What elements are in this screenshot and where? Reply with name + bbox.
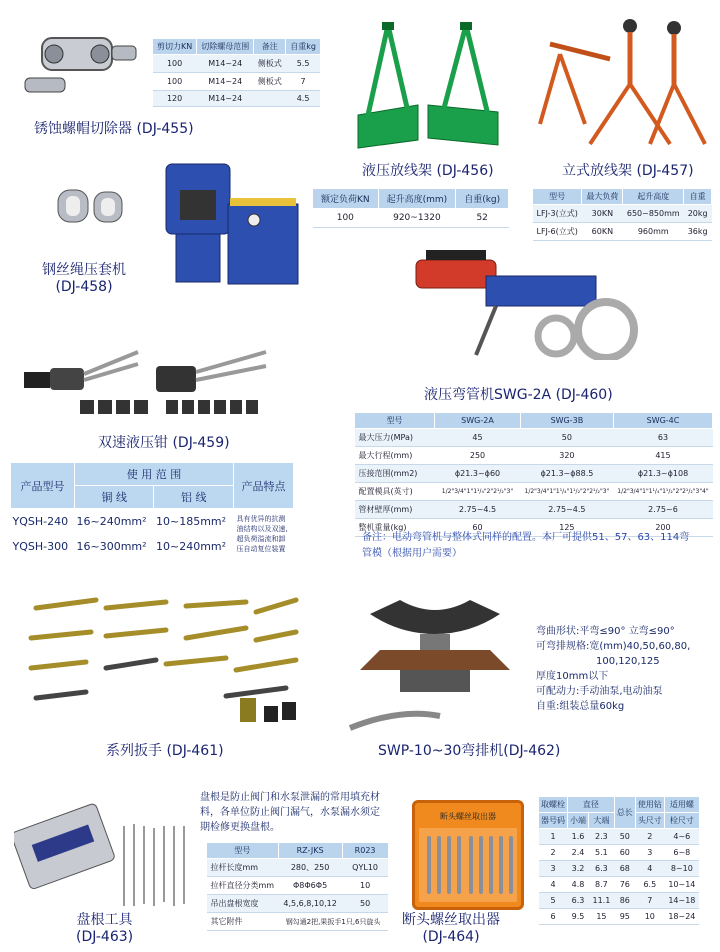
dj457-title: 立式放线架 (DJ-457)	[562, 163, 694, 179]
cell: 吊出盘根宽度	[207, 895, 279, 913]
dj464-header-len: 总长	[614, 797, 635, 829]
cell: 60	[614, 845, 635, 861]
cell: 1/2"3/4"1"1¹/₄"2"2¹/₂"3"	[435, 483, 521, 501]
dj464-header-use2: 头尺寸	[635, 813, 664, 829]
cell: 200	[613, 519, 712, 537]
cell: 2.75~6	[613, 501, 712, 519]
cell: ϕ21.3~ϕ108	[613, 465, 712, 483]
cell: 4,5,6,8,10,12	[278, 895, 342, 913]
pipe-bender-photo	[406, 240, 646, 360]
cell: 36kg	[684, 223, 712, 241]
cell: 管材壁厚(mm)	[355, 501, 435, 519]
cell: 63	[613, 429, 712, 447]
cell: 2.75~4.5	[521, 501, 614, 519]
cell: 50	[614, 829, 635, 845]
cell: 60KN	[582, 223, 623, 241]
cell: 95	[614, 909, 635, 925]
cell: 9.5	[568, 909, 589, 925]
cell: 最大压力(MPa)	[355, 429, 435, 447]
cell: 18~24	[664, 909, 699, 925]
dj458-title-line1: 钢丝绳压套机	[42, 262, 126, 278]
dj460-header: SWG-3B	[521, 413, 614, 429]
cell: 5.1	[589, 845, 615, 861]
dj457-header: 最大负荷	[582, 189, 623, 205]
cell: Φ8Φ6Φ5	[278, 877, 342, 895]
dj463-title-line2: (DJ-463)	[76, 929, 134, 945]
dj463-header: RZ-JKS	[278, 843, 342, 859]
packing-tool-photo	[14, 796, 194, 914]
dj462-spec: 可配动力:手动油泵,电动油泵	[536, 686, 663, 697]
cell: 100	[153, 55, 197, 73]
cell: 4.5	[286, 91, 321, 107]
cell: 压接范围(mm2)	[355, 465, 435, 483]
dj462-spec: 自重:组装总量60kg	[536, 701, 625, 712]
cell: 2	[539, 845, 568, 861]
dj464-header-no2: 器号码	[539, 813, 568, 829]
cell: 120	[153, 91, 197, 107]
cell: 8~10	[664, 861, 699, 877]
dj460-header: SWG-4C	[613, 413, 712, 429]
cell: 2.75~4.5	[435, 501, 521, 519]
cell: 1.6	[568, 829, 589, 845]
cell: 2	[635, 829, 664, 845]
cell: 6	[539, 909, 568, 925]
cell: YQSH-300	[12, 540, 69, 553]
dj462-spec: 弯曲形状:平弯≤90° 立弯≤90°	[536, 626, 675, 637]
dj464-header-use: 使用钻	[635, 797, 664, 813]
cell: 2.3	[589, 829, 615, 845]
dj462-spec: 100,120,125	[596, 656, 660, 667]
cell: 250	[435, 447, 521, 465]
cell: 16~240mm²	[76, 515, 147, 528]
cell: 3.2	[568, 861, 589, 877]
cell: QYL10	[342, 859, 388, 877]
dj464-title-line2: (DJ-464)	[422, 929, 480, 945]
dj457-header: 起升高度	[623, 189, 684, 205]
cell: 100	[153, 73, 197, 91]
cell: 4	[635, 861, 664, 877]
dj464-header-small: 小端	[568, 813, 589, 829]
dj458-title	[42, 262, 126, 296]
cell: 10~240mm²	[155, 540, 227, 553]
cell: 52	[456, 209, 509, 228]
dj455-header: 剪切力KN	[153, 39, 197, 55]
cell: LFJ-6(立式)	[533, 223, 582, 241]
dj455-header: 自重kg	[286, 39, 321, 55]
sleeve-photo	[56, 186, 126, 226]
yqsh-feature: 具有优异的抗测油结构以及双速,超负荷溢流和卸压自动复位装置	[236, 515, 288, 553]
cell: 拉杆直径分类mm	[207, 877, 279, 895]
cell: 10~185mm²	[155, 515, 227, 528]
cell: 125	[521, 519, 614, 537]
cell: 14~18	[664, 893, 699, 909]
dj460-table	[354, 412, 713, 537]
dj459-title: 双速液压钳 (DJ-459)	[98, 435, 230, 451]
hydraulic-pliers-photo	[16, 344, 276, 424]
yqsh-header-model: 产品型号	[11, 463, 75, 509]
dj460-title: 液压弯管机SWG-2A (DJ-460)	[424, 387, 613, 403]
cell: 960mm	[623, 223, 684, 241]
dj464-table	[538, 796, 700, 925]
cell: 50	[521, 429, 614, 447]
dj461-title: 系列扳手 (DJ-461)	[106, 743, 224, 759]
cell: 50	[342, 895, 388, 913]
cell	[254, 91, 286, 107]
cell: 650~850mm	[623, 205, 684, 223]
cutter-photo	[20, 18, 140, 103]
dj463-title	[76, 912, 133, 946]
cell: 10	[342, 877, 388, 895]
dj460-header: SWG-2A	[435, 413, 521, 429]
cell: M14~24	[197, 91, 254, 107]
dj462-spec: 可弯排规格:宽(mm)40,50,60,80,	[536, 641, 691, 652]
cell: M14~24	[197, 73, 254, 91]
cell: 5.5	[286, 55, 321, 73]
dj464-title-line1: 断头螺丝取出器	[402, 912, 500, 928]
dj456-table	[312, 188, 509, 228]
dj464-header-fit: 适用螺	[664, 797, 699, 813]
cell: 8.7	[589, 877, 615, 893]
wire-rope-press-photo	[158, 160, 308, 300]
dj464-header-no: 取螺栓	[539, 797, 568, 813]
dj455-table	[152, 38, 321, 107]
cell: 1	[539, 829, 568, 845]
dj460-header: 型号	[355, 413, 435, 429]
screw-extractor-box-photo	[412, 800, 524, 910]
dj462-spec: 厚度10mm以下	[536, 671, 609, 682]
cell: 60	[435, 519, 521, 537]
cell: 配置模具(英寸)	[355, 483, 435, 501]
cell: M14~24	[197, 55, 254, 73]
yqsh-header-cu: 铜 线	[74, 486, 154, 509]
cell: 86	[614, 893, 635, 909]
cell: 2.4	[568, 845, 589, 861]
cell: 4~6	[664, 829, 699, 845]
dj462-title: SWP-10~30弯排机(DJ-462)	[378, 743, 561, 759]
cell: 68	[614, 861, 635, 877]
yqsh-header-al: 铝 线	[154, 486, 234, 509]
dj464-box-label: 断头螺丝取出器	[440, 812, 496, 821]
dj457-header: 自重	[684, 189, 712, 205]
cell: 6.5	[635, 877, 664, 893]
dj456-header: 起升高度(mm)	[378, 189, 456, 209]
cell: 6~8	[664, 845, 699, 861]
cell: 415	[613, 447, 712, 465]
cell: 280、250	[278, 859, 342, 877]
cell: 100	[313, 209, 379, 228]
yqsh-header-range: 使 用 范 围	[74, 463, 233, 486]
cell: 30KN	[582, 205, 623, 223]
cell: 侧板式	[254, 55, 286, 73]
dj456-header: 额定负荷KN	[313, 189, 379, 209]
cell: 4.8	[568, 877, 589, 893]
dj464-header-big: 大端	[589, 813, 615, 829]
cell: 3	[539, 861, 568, 877]
cell: 整机重量(kg)	[355, 519, 435, 537]
dj456-title: 液压放线架 (DJ-456)	[362, 163, 494, 179]
vertical-payoff-stand-photo	[530, 14, 710, 152]
cell: 10	[635, 909, 664, 925]
cell: 45	[435, 429, 521, 447]
cell: 320	[521, 447, 614, 465]
dj456-header: 自重(kg)	[456, 189, 509, 209]
cell: 7	[286, 73, 321, 91]
dj463-header: R023	[342, 843, 388, 859]
cell: LFJ-3(立式)	[533, 205, 582, 223]
cell: 拉杆长度mm	[207, 859, 279, 877]
dj455-header: 切除螺母范围	[197, 39, 254, 55]
dj464-title	[402, 912, 500, 946]
hydraulic-payoff-stand-photo	[348, 20, 508, 150]
cell: YQSH-240	[12, 515, 69, 528]
cell: 16~300mm²	[76, 540, 147, 553]
dj462-specs	[536, 624, 690, 714]
cell: 侧板式	[254, 73, 286, 91]
dj463-header: 型号	[207, 843, 279, 859]
cell: 11.1	[589, 893, 615, 909]
cell: 920~1320	[378, 209, 456, 228]
dj460-note: 备注：电动弯管机与整体式同样的配置。本厂可提供51、57、63、114弯管模（根据用户需要）	[362, 532, 690, 559]
dj457-table	[532, 188, 712, 241]
cell: 10~14	[664, 877, 699, 893]
yqsh-header-feature: 产品特点	[234, 463, 294, 509]
cell: 1/2"3/4"1"1¹/₄"1¹/₂"2"2¹/₂"3"	[521, 483, 614, 501]
cell: ϕ21.3~ϕ88.5	[521, 465, 614, 483]
yqsh-table	[10, 462, 294, 559]
cell: ϕ21.3~ϕ60	[435, 465, 521, 483]
dj455-title: 锈蚀螺帽切除器 (DJ-455)	[34, 121, 194, 137]
dj463-table	[206, 842, 389, 931]
dj458-title-line2: (DJ-458)	[55, 279, 113, 295]
cell: 76	[614, 877, 635, 893]
dj455-header: 备注	[254, 39, 286, 55]
cell: 4	[539, 877, 568, 893]
busbar-bender-photo	[340, 590, 530, 740]
dj464-header-fit2: 栓尺寸	[664, 813, 699, 829]
dj457-header: 型号	[533, 189, 582, 205]
cell: 7	[635, 893, 664, 909]
dj464-header-dia: 直径	[568, 797, 615, 813]
cell: 1/2"3/4"1"1¹/₄"1¹/₂"2"2¹/₂"3"4"	[613, 483, 712, 501]
cell: 6.3	[589, 861, 615, 877]
dj463-title-line1: 盘根工具	[76, 912, 133, 928]
cell: 3	[635, 845, 664, 861]
cell: 6.3	[568, 893, 589, 909]
cell: 20kg	[684, 205, 712, 223]
cell: 最大行程(mm)	[355, 447, 435, 465]
cell: 钢勾通2把,果扳手1只,6只旋头	[278, 913, 388, 931]
cell: 5	[539, 893, 568, 909]
cell: 其它附件	[207, 913, 279, 931]
dj463-desc: 盘根是防止阀门和水泵泄漏的常用填充材料，各单位防止阀门漏气，水泵漏水须定期检修更换盘根。	[200, 792, 380, 833]
cell: 15	[589, 909, 615, 925]
wrench-set-photo	[16, 588, 306, 738]
